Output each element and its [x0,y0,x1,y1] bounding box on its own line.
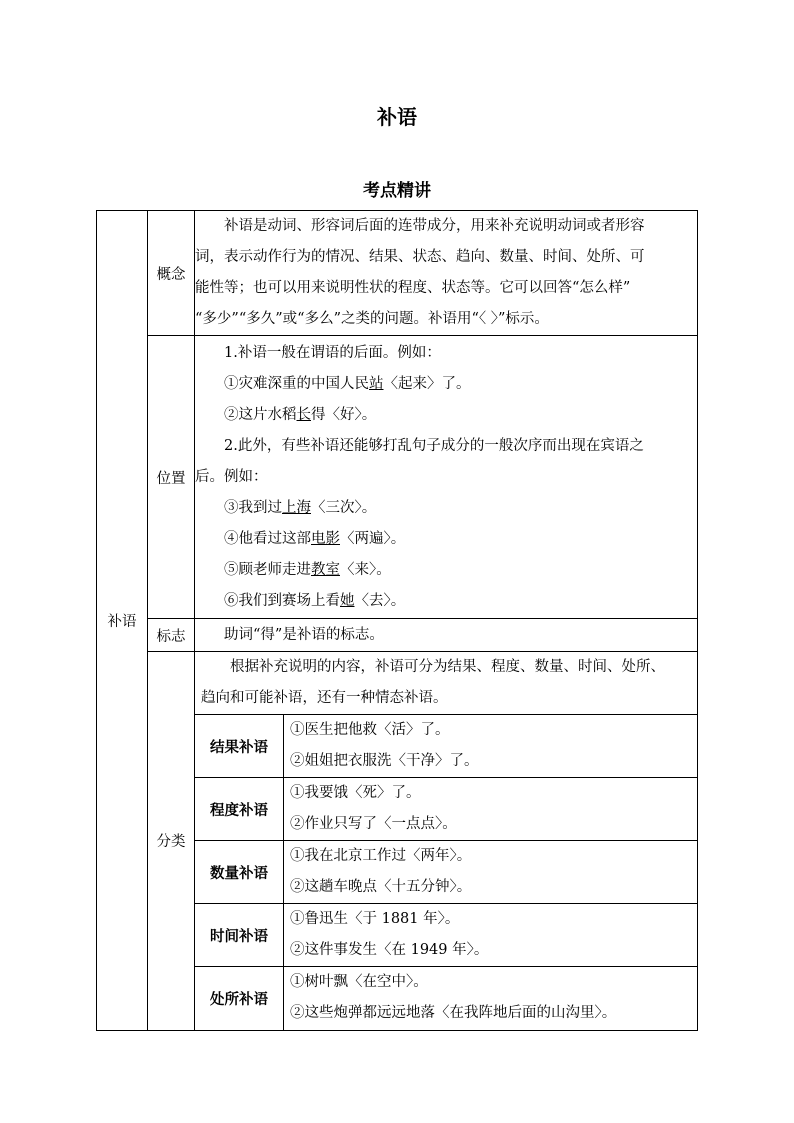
grammar-table [96,210,698,1031]
type-example: ①我在北京工作过〈两年〉。 [290,848,472,864]
marker-line: 助词“得”是补语的标志。 [224,626,384,643]
position-example-4: ④他看过这部电影〈两遍〉。 [224,530,406,547]
section-subtitle: 考点精讲 [363,181,431,201]
type-example: ①树叶飘〈在空中〉。 [290,974,428,991]
position-example-1: ①灾难深重的中国人民站〈起来〉了。 [224,375,471,392]
type-example: ②这件事发生〈在 1949 年〉。 [290,942,489,958]
classification-cell [195,652,698,1031]
type-examples [284,967,698,1030]
type-row-time [195,904,697,967]
label-position: 位置 [148,336,195,619]
concept-text [195,211,698,336]
intro-line: 根据补充说明的内容，补语可分为结果、程度、数量、时间、处所、 [230,659,665,675]
label-classification: 分类 [148,652,195,1031]
page-title: 补语 [377,105,417,129]
classification-intro [195,652,697,714]
type-example: ②这些炮弹都远远地落〈在我阵地后面的山沟里〉。 [290,1005,617,1022]
position-example-5: ⑤顾老师走进教室〈来〉。 [224,561,391,578]
type-label: 程度补语 [195,778,284,841]
label-marker: 标志 [148,619,195,652]
position-rule-2-cont: 后。例如： [195,468,268,485]
type-example: ②姐姐把衣服洗〈干净〉了。 [290,753,479,769]
intro-line: 趋向和可能补语，还有一种情态补语。 [201,690,448,706]
type-row-quantity [195,841,697,904]
row-marker [97,619,698,652]
concept-line: 能性等；也可以用来说明性状的程度、状态等。它可以回答“怎么样” [195,280,631,296]
type-example: ①鲁迅生〈于 1881 年〉。 [290,911,460,927]
position-example-3: ③我到过上海〈三次〉。 [224,499,377,516]
concept-line: 词，表示动作行为的情况、结果、状态、趋向、数量、时间、处所、可 [195,249,645,265]
position-rule-2: 2.此外，有些补语还能够打乱句子成分的一般次序而出现在宾语之 [224,437,644,454]
position-example-6: ⑥我们到赛场上看她〈去〉。 [224,592,406,609]
type-example: ①医生把他救〈活〉了。 [290,722,450,738]
row-header-complement: 补语 [97,211,148,1031]
row-classification [97,652,698,1031]
type-row-place [195,967,697,1030]
row-concept [97,211,698,336]
position-rule-1: 1.补语一般在谓语的后面。例如： [224,344,441,361]
type-examples [284,715,698,778]
type-label: 数量补语 [195,841,284,904]
type-row-result [195,715,697,778]
concept-line: “多少”“多久”或“多么”之类的问题。补语用“〈 〉”标示。 [195,311,549,327]
type-label: 结果补语 [195,715,284,778]
marker-text [195,619,698,652]
position-text [195,336,698,619]
type-examples [284,904,698,967]
type-examples [284,778,698,841]
position-example-2: ②这片水稻长得〈好〉。 [224,406,377,423]
type-label: 处所补语 [195,967,284,1030]
row-position [97,336,698,619]
type-row-degree [195,778,697,841]
label-concept: 概念 [148,211,195,336]
type-example: ①我要饿〈死〉了。 [290,785,421,801]
type-example: ②作业只写了〈一点点〉。 [290,816,457,832]
classification-types-table [195,714,697,1030]
type-examples [284,841,698,904]
type-example: ②这趟车晚点〈十五分钟〉。 [290,879,472,895]
type-label: 时间补语 [195,904,284,967]
concept-line: 补语是动词、形容词后面的连带成分，用来补充说明动词或者形容 [224,218,645,234]
